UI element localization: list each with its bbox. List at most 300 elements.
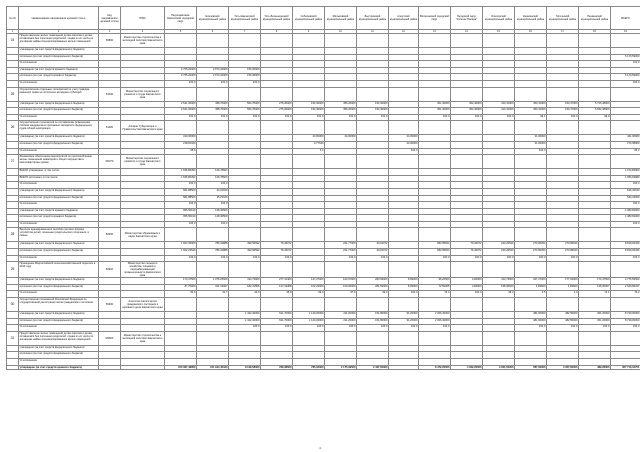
value-cell — [293, 345, 325, 352]
value-cell — [357, 221, 389, 228]
row-grbs — [121, 215, 165, 222]
value-cell — [325, 48, 357, 55]
value-cell — [229, 48, 261, 55]
row-name: утверждено (за счет средств федерального бюджета) — [19, 101, 99, 108]
value-cell: 76,46072 — [451, 249, 483, 256]
value-cell — [229, 298, 261, 312]
value-cell: 100,0 — [229, 255, 261, 262]
value-cell — [293, 202, 325, 209]
value-cell: 361,20000 — [579, 318, 611, 325]
row-number — [7, 195, 19, 202]
value-cell — [197, 228, 229, 242]
row-grbs: Аппарат Губернатора и Правительства Камчатского края — [121, 121, 165, 135]
value-cell: 44,0 — [229, 291, 261, 298]
row-code — [99, 175, 121, 182]
row-code: 51340 — [99, 87, 121, 101]
row-grbs — [121, 345, 165, 352]
column-number: 9 — [293, 30, 325, 34]
value-cell: 482,50000 — [547, 318, 579, 325]
value-cell — [357, 215, 389, 222]
value-cell — [451, 148, 483, 155]
value-cell: 8 819,92346 — [611, 242, 640, 249]
value-cell — [357, 61, 389, 68]
row-number — [7, 202, 19, 209]
value-cell — [229, 262, 261, 278]
row-name: утверждено (за счет средств федерального бюджета) — [19, 135, 99, 142]
value-cell: 581,88500 — [165, 188, 197, 195]
value-cell — [293, 155, 325, 169]
value-cell — [483, 215, 515, 222]
column-number: 12 — [389, 30, 419, 34]
row-name: ВСЕГО исполнено, в том числе: — [19, 175, 99, 182]
value-cell — [325, 74, 357, 81]
value-cell — [419, 141, 451, 148]
value-cell — [579, 255, 611, 262]
value-cell — [515, 221, 547, 228]
value-cell — [357, 80, 389, 87]
value-cell — [451, 345, 483, 352]
value-cell: 100,0 — [197, 182, 229, 189]
value-cell: 8 729,00000 — [611, 318, 640, 325]
value-cell — [419, 262, 451, 278]
value-cell: 152,30000 — [293, 108, 325, 115]
column-number: 18 — [579, 30, 611, 34]
value-cell: 126,78600 — [197, 175, 229, 182]
value-cell: 410,41000 — [483, 108, 515, 115]
row-code: 59300 — [99, 298, 121, 312]
row-grbs — [121, 312, 165, 319]
value-cell: 100,0 — [389, 148, 419, 155]
value-cell: 456,20000 — [325, 108, 357, 115]
value-cell: 24,00000 — [389, 141, 419, 148]
value-cell: 72,1 — [579, 291, 611, 298]
table-row — [7, 148, 640, 155]
value-cell: 414,73000 — [229, 278, 261, 285]
value-cell — [579, 169, 611, 176]
value-cell — [261, 135, 293, 142]
value-cell: 125,00007 — [579, 284, 611, 291]
value-cell — [547, 195, 579, 202]
value-cell — [419, 121, 451, 135]
value-cell — [579, 228, 611, 242]
value-cell — [229, 359, 261, 366]
row-name: % исполнения — [19, 255, 99, 262]
value-cell — [357, 54, 389, 61]
value-cell — [547, 74, 579, 81]
value-cell — [229, 182, 261, 189]
value-cell: 302,40000 — [451, 108, 483, 115]
column-number: 7 — [229, 30, 261, 34]
value-cell — [515, 54, 547, 61]
value-cell: 100,0 — [611, 221, 640, 228]
row-grbs: Министерство образования и науки Камчатского края — [121, 228, 165, 242]
value-cell — [293, 249, 325, 256]
value-cell — [419, 298, 451, 312]
column-number: 11 — [357, 30, 389, 34]
value-cell — [325, 262, 357, 278]
table-row — [7, 80, 640, 87]
value-cell: 3,4 — [293, 148, 325, 155]
value-cell: 8,99000 — [389, 284, 419, 291]
value-cell — [515, 345, 547, 352]
value-cell — [483, 34, 515, 48]
value-cell — [451, 215, 483, 222]
value-cell — [579, 121, 611, 135]
row-name: % исполнения — [19, 61, 99, 68]
value-cell — [547, 208, 579, 215]
value-cell — [325, 87, 357, 101]
value-cell: 76,46072 — [261, 249, 293, 256]
row-grbs: Министерство строительства и жилищной политики Камчатского края — [121, 331, 165, 345]
value-cell: 100,0 — [419, 325, 451, 332]
value-cell — [293, 182, 325, 189]
value-cell — [547, 221, 579, 228]
row-code — [99, 182, 121, 189]
value-cell: 5 170,59000 — [611, 54, 640, 61]
value-cell — [483, 262, 515, 278]
value-cell — [165, 352, 197, 359]
value-cell — [483, 221, 515, 228]
value-cell: 100,0 — [261, 325, 293, 332]
value-cell: 99,1 — [515, 114, 547, 121]
value-cell: 955,50190 — [165, 208, 197, 215]
value-cell: 100,0 — [419, 255, 451, 262]
row-number — [7, 108, 19, 115]
value-cell: 100,0 — [357, 255, 389, 262]
value-cell — [389, 242, 419, 249]
value-cell: 564,70000 — [229, 108, 261, 115]
value-cell — [419, 148, 451, 155]
row-name: Финансовое обеспечение мероприятий по приспособлению жилых помещений инвалидов и общего имущества в многоквартирных домах — [19, 155, 99, 169]
row-number — [7, 114, 19, 121]
value-cell — [483, 74, 515, 81]
value-cell: 100,0 — [261, 255, 293, 262]
row-number — [7, 255, 19, 262]
value-cell: 100,0 — [611, 61, 640, 68]
value-cell — [579, 67, 611, 74]
value-cell — [515, 175, 547, 182]
value-cell — [261, 298, 293, 312]
row-number — [7, 242, 19, 249]
row-code — [99, 169, 121, 176]
value-cell: 75,4 — [419, 291, 451, 298]
value-cell: 100,0 — [261, 114, 293, 121]
value-cell — [451, 298, 483, 312]
value-cell: 1 075,25600 — [197, 278, 229, 285]
row-code — [99, 352, 121, 359]
value-cell: 341,19007 — [197, 284, 229, 291]
row-number — [7, 208, 19, 215]
value-cell: 450,41000 — [515, 108, 547, 115]
value-cell — [419, 215, 451, 222]
value-cell — [325, 195, 357, 202]
value-cell — [611, 34, 640, 48]
row-number — [7, 101, 19, 108]
value-cell — [261, 359, 293, 366]
value-cell — [579, 141, 611, 148]
value-cell — [547, 182, 579, 189]
value-cell — [229, 34, 261, 48]
table-row — [7, 87, 640, 101]
value-cell — [261, 121, 293, 135]
value-cell — [165, 318, 197, 325]
value-cell — [451, 80, 483, 87]
value-cell: 100,0 — [389, 291, 419, 298]
value-cell — [419, 48, 451, 55]
value-cell: 31,7 — [197, 291, 229, 298]
value-cell — [483, 80, 515, 87]
column-header: Пенжинский муниципальный район — [579, 7, 611, 30]
value-cell — [357, 169, 389, 176]
row-code — [99, 215, 121, 222]
value-cell: 100,0 — [325, 325, 357, 332]
row-name: % исполнения — [19, 325, 99, 332]
table-row — [7, 101, 640, 108]
row-code — [99, 48, 121, 55]
value-cell — [197, 331, 229, 345]
column-header: Петропавловск-Камчатский городской округ — [165, 7, 197, 30]
value-cell: 2 649,84317 — [611, 284, 640, 291]
value-cell — [293, 359, 325, 366]
value-cell: 1 656,63980 — [611, 175, 640, 182]
value-cell — [389, 221, 419, 228]
value-cell — [451, 87, 483, 101]
value-cell: 100,0 — [325, 255, 357, 262]
value-cell — [451, 61, 483, 68]
row-code — [99, 359, 121, 366]
value-cell — [611, 298, 640, 312]
value-cell — [419, 195, 451, 202]
value-cell: 100,0 — [197, 221, 229, 228]
row-code — [99, 80, 121, 87]
value-cell — [325, 215, 357, 222]
value-cell: 421,00000 — [611, 135, 640, 142]
value-cell — [197, 325, 229, 332]
value-cell: 450,41000 — [515, 101, 547, 108]
value-cell — [229, 121, 261, 135]
value-cell: 1,0 — [547, 291, 579, 298]
value-cell: 100,0 — [515, 148, 547, 155]
value-cell: 621,70000 — [261, 318, 293, 325]
value-cell — [419, 34, 451, 48]
column-number: 17 — [547, 30, 579, 34]
value-cell — [579, 221, 611, 228]
value-cell — [229, 221, 261, 228]
row-number — [7, 169, 19, 176]
value-cell — [451, 228, 483, 242]
table-header — [7, 7, 640, 34]
value-cell — [261, 48, 293, 55]
row-grbs — [121, 255, 165, 262]
value-cell — [229, 331, 261, 345]
value-cell — [357, 87, 389, 101]
table-row — [7, 215, 640, 222]
row-grbs — [121, 48, 165, 55]
table-row — [7, 155, 640, 169]
value-cell: 1 140,20000 — [293, 318, 325, 325]
value-cell: 152,30000 — [293, 101, 325, 108]
value-cell — [579, 298, 611, 312]
row-number — [7, 141, 19, 148]
value-cell: 270,89040 — [547, 242, 579, 249]
value-cell — [483, 61, 515, 68]
value-cell — [389, 208, 419, 215]
value-cell — [547, 87, 579, 101]
value-cell — [579, 215, 611, 222]
value-cell: 1,83600 — [547, 284, 579, 291]
table-row — [7, 331, 640, 345]
value-cell: 182,41556 — [229, 284, 261, 291]
row-code — [99, 284, 121, 291]
column-number: 2 — [19, 30, 99, 34]
value-cell: 177,02000 — [547, 278, 579, 285]
value-cell — [165, 54, 197, 61]
column-number: 1 — [7, 30, 19, 34]
row-name: исполнено (за счет средств федерального бюджета) — [19, 54, 99, 61]
value-cell — [547, 188, 579, 195]
value-cell — [197, 155, 229, 169]
row-name: % исполнения — [19, 182, 99, 189]
value-cell — [611, 155, 640, 169]
row-name: Проведение Всероссийской сельскохозяйственной переписи в 2016 году — [19, 262, 99, 278]
value-cell: 240,20540 — [483, 249, 515, 256]
row-number — [7, 48, 19, 55]
value-cell: 2 673,42000 — [197, 67, 229, 74]
value-cell — [451, 221, 483, 228]
value-cell — [197, 262, 229, 278]
value-cell: 100,0 — [547, 114, 579, 121]
row-code — [99, 318, 121, 325]
value-cell: 2 673,42000 — [197, 74, 229, 81]
value-cell — [579, 80, 611, 87]
row-code — [99, 249, 121, 256]
value-cell: 100,0 — [419, 114, 451, 121]
value-cell: 76,46072 — [261, 242, 293, 249]
value-cell — [547, 169, 579, 176]
value-cell — [515, 87, 547, 101]
row-grbs — [121, 325, 165, 332]
value-cell — [261, 141, 293, 148]
value-cell: 211,20000 — [325, 312, 357, 319]
value-cell: 1 674,82900 — [611, 169, 640, 176]
value-cell — [325, 54, 357, 61]
row-grbs — [121, 359, 165, 366]
value-cell — [389, 202, 419, 209]
value-cell: 99,3 — [357, 291, 389, 298]
value-cell: 2 641,30000 — [165, 101, 197, 108]
value-cell: 587,00000 — [515, 365, 547, 369]
table-row — [7, 221, 640, 228]
value-cell — [515, 34, 547, 48]
value-cell — [357, 359, 389, 366]
value-cell — [325, 228, 357, 242]
table-row — [7, 298, 640, 312]
value-cell: 100,0 — [451, 291, 483, 298]
value-cell — [611, 101, 640, 108]
row-grbs — [121, 114, 165, 121]
value-cell — [579, 175, 611, 182]
value-cell — [357, 352, 389, 359]
value-cell: 1 536,85390 — [165, 169, 197, 176]
value-cell: 121 944,45343 — [197, 365, 229, 369]
value-cell — [197, 54, 229, 61]
row-name: % исполнения — [19, 80, 99, 87]
value-cell — [261, 228, 293, 242]
row-grbs — [121, 284, 165, 291]
value-cell — [515, 331, 547, 345]
table-row — [7, 284, 640, 291]
row-grbs — [121, 108, 165, 115]
row-code: 51200 — [99, 121, 121, 135]
row-name: исполнено (за счет средств федерального бюджета) — [19, 284, 99, 291]
row-code — [99, 108, 121, 115]
value-cell: 24,00000 — [389, 135, 419, 142]
value-cell — [611, 331, 640, 345]
row-name: % исполнения — [19, 221, 99, 228]
value-cell — [165, 61, 197, 68]
value-cell: 100,0 — [611, 325, 640, 332]
value-cell: 414,73000 — [483, 278, 515, 285]
value-cell: 100,0 — [197, 202, 229, 209]
value-cell: 2 765,20000 — [165, 74, 197, 81]
column-header: ГРБС — [121, 7, 165, 30]
value-cell: 458,70000 — [197, 108, 229, 115]
value-cell — [389, 175, 419, 182]
value-cell — [515, 74, 547, 81]
value-cell: 100,60000 — [325, 284, 357, 291]
value-cell — [261, 202, 293, 209]
value-cell: 275,00000 — [261, 101, 293, 108]
value-cell — [197, 359, 229, 366]
value-cell — [293, 221, 325, 228]
value-cell — [325, 352, 357, 359]
value-cell — [419, 87, 451, 101]
value-cell: 277,41400 — [261, 278, 293, 285]
row-code — [99, 141, 121, 148]
column-header: Елизовский муниципальный район — [197, 7, 229, 30]
value-cell — [483, 175, 515, 182]
row-name: Предоставление жилых помещений детям-сиротам и детям, оставшимся без попечения родителей, лицам из их числа по договорам найма специализированных жилых помещений — [19, 34, 99, 48]
value-cell: 4,84000 — [451, 278, 483, 285]
value-cell — [293, 48, 325, 55]
value-cell — [261, 67, 293, 74]
value-cell — [165, 331, 197, 345]
value-cell — [389, 255, 419, 262]
row-grbs — [121, 148, 165, 155]
value-cell: 2 306,40000 — [419, 312, 451, 319]
row-number: 29 — [7, 262, 19, 278]
value-cell: 1 140,20000 — [293, 312, 325, 319]
value-cell: 456,20000 — [325, 101, 357, 108]
value-cell — [419, 80, 451, 87]
value-cell — [229, 155, 261, 169]
value-cell — [451, 195, 483, 202]
row-number — [7, 175, 19, 182]
value-cell — [419, 74, 451, 81]
value-cell — [419, 182, 451, 189]
value-cell — [325, 221, 357, 228]
value-cell — [579, 54, 611, 61]
column-header: Городской округ "поселок Палана" — [451, 7, 483, 30]
value-cell — [389, 182, 419, 189]
column-number: 6 — [197, 30, 229, 34]
value-cell — [389, 352, 419, 359]
value-cell — [229, 54, 261, 61]
value-cell: 40,04072 — [357, 242, 389, 249]
table-row — [7, 249, 640, 256]
value-cell — [197, 34, 229, 48]
row-name: Предоставление жилых помещений детям-сиротам и детям, оставшимся без попечения родителей, лицам из их числа по договорам найма специализированных жилых помещений — [19, 331, 99, 345]
